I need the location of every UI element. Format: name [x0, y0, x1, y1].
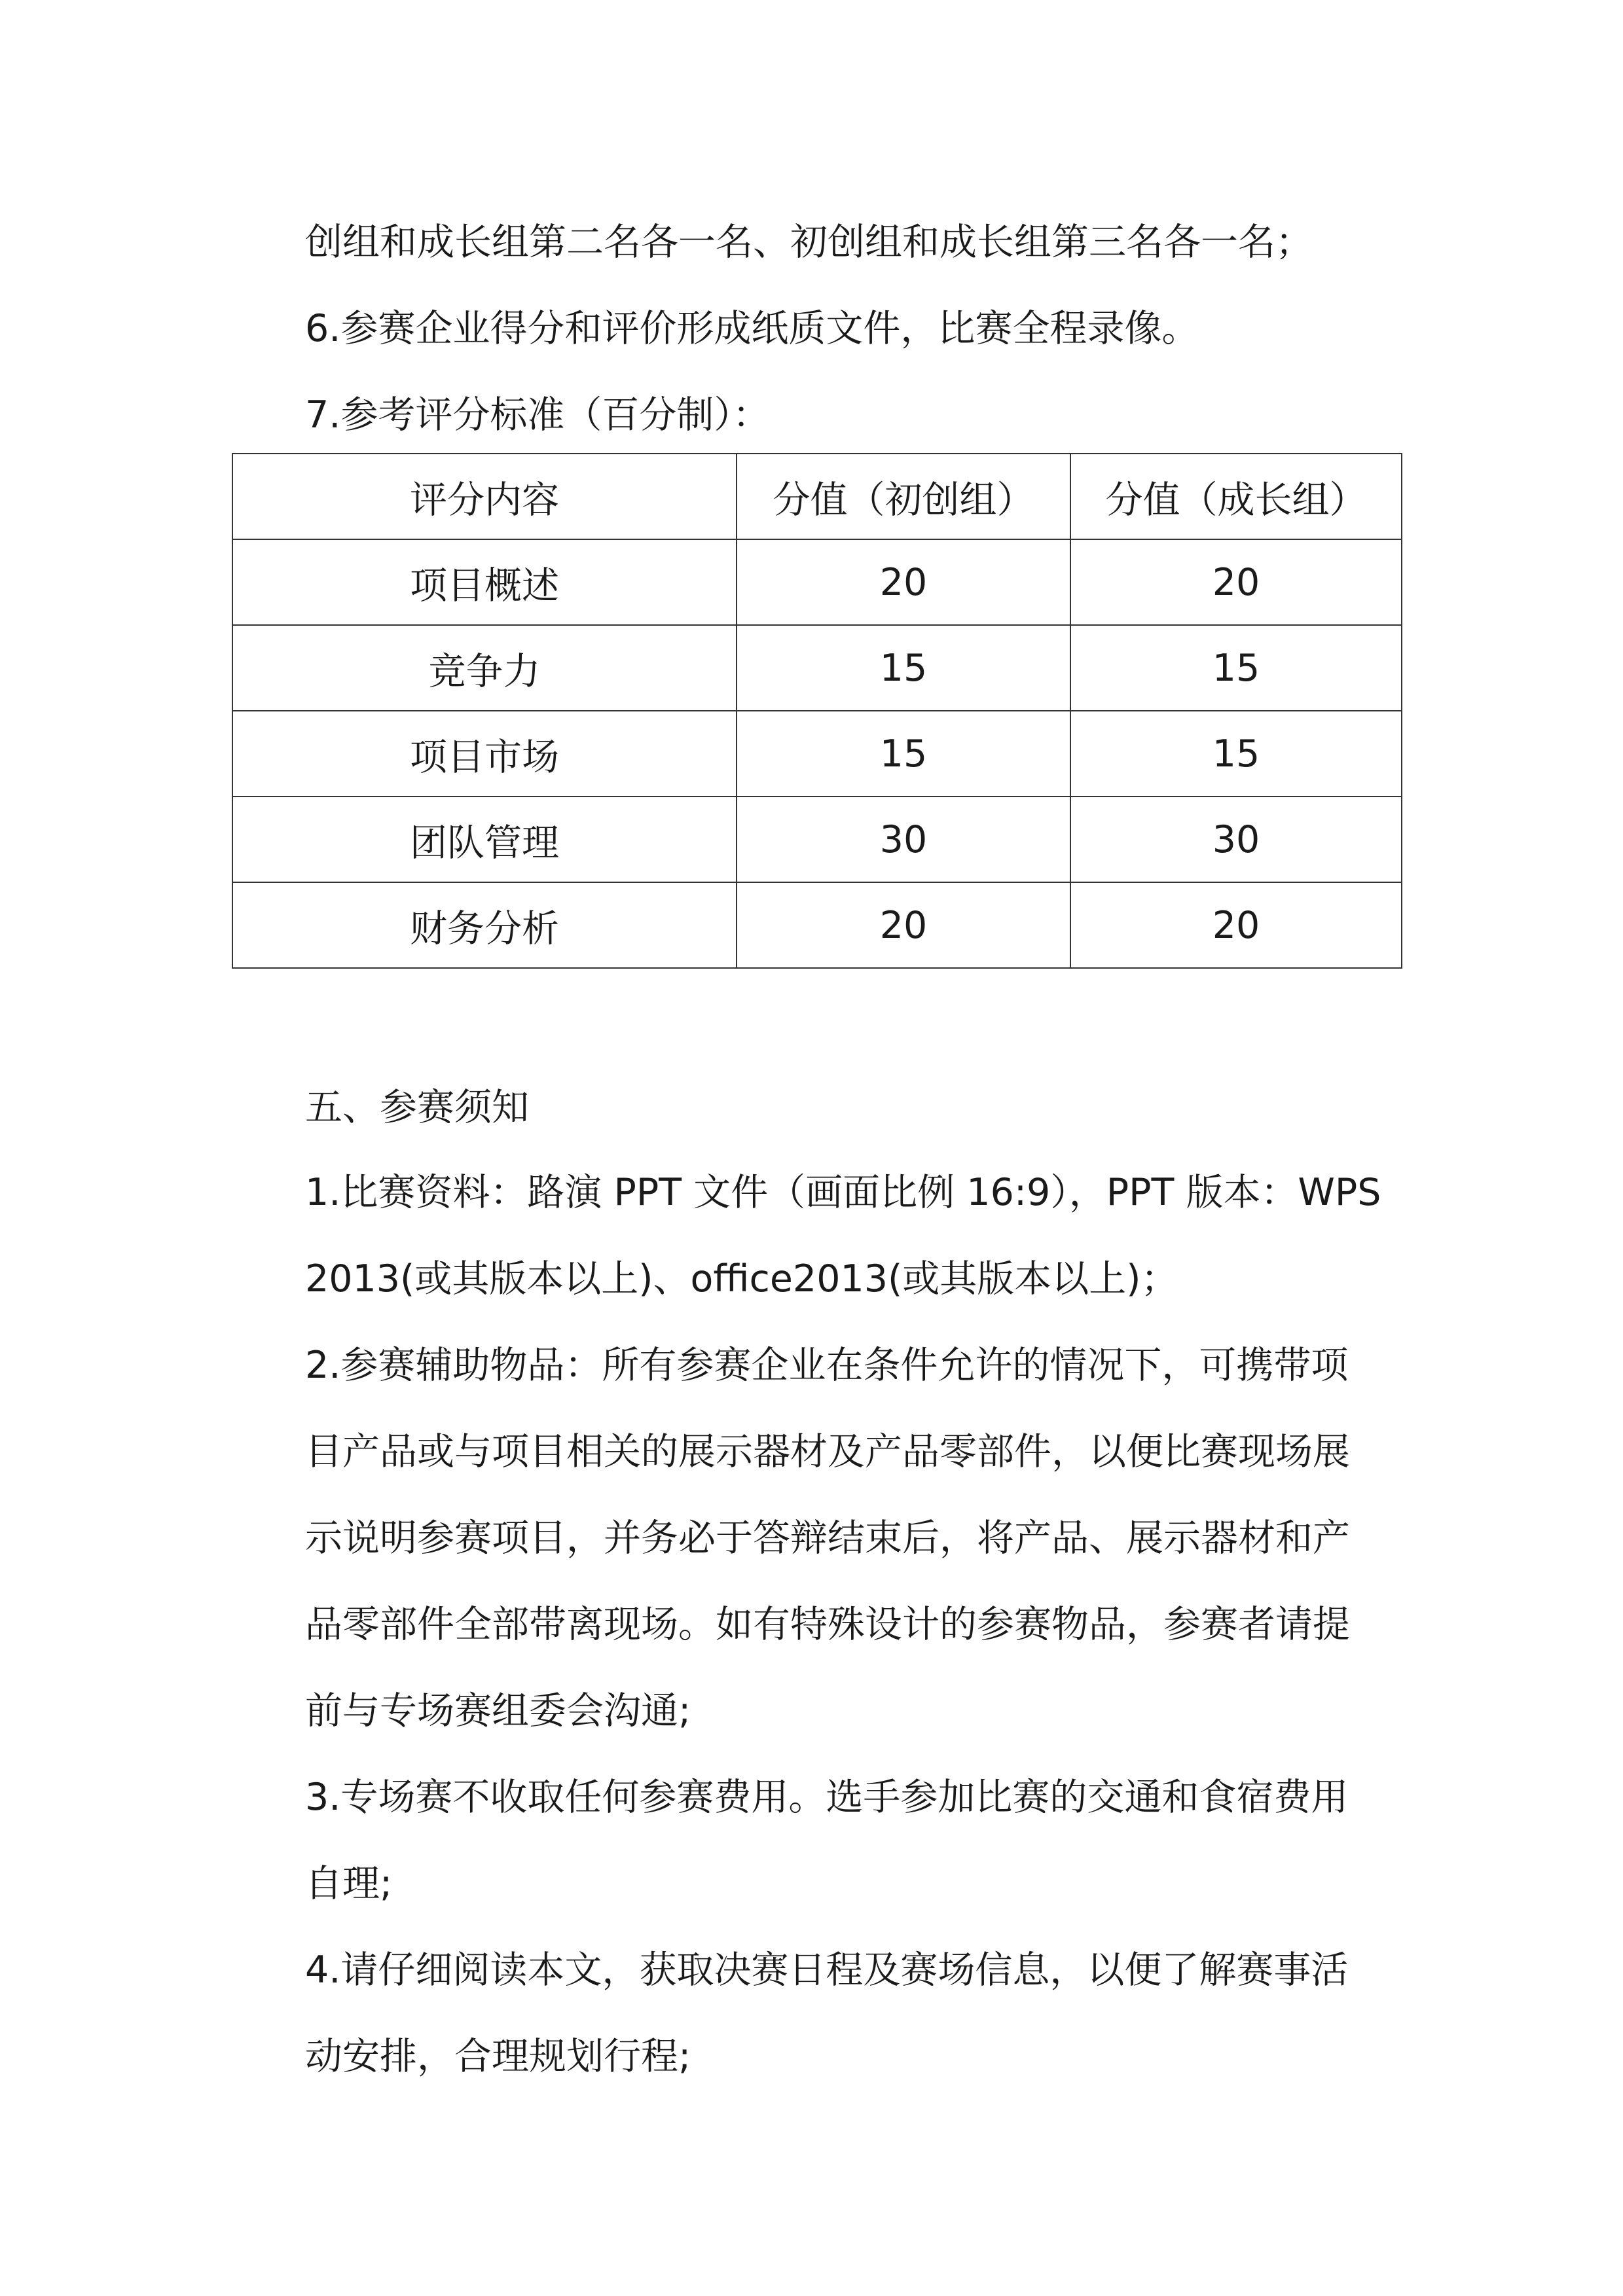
paragraph-line: 目产品或与项目相关的展示器材及产品零部件，以便比赛现场展 [305, 1430, 1350, 1473]
table-row [232, 882, 1402, 968]
table-cell: 20 [1070, 539, 1402, 625]
paragraph-line: 7.参考评分标准（百分制）： [305, 393, 770, 437]
table-cell: 30 [737, 797, 1070, 882]
table-cell: 项目概述 [232, 539, 737, 625]
table-header-cell: 评分内容 [232, 454, 737, 539]
paragraph-line: 4.请仔细阅读本文，获取决赛日程及赛场信息，以便了解赛事活 [305, 1948, 1349, 1992]
paragraph-line: 动安排，合理规划行程; [305, 2035, 691, 2078]
table-header-row [232, 454, 1402, 539]
table-cell: 20 [737, 882, 1070, 968]
paragraph-line: 自理; [305, 1862, 393, 1905]
table-header-cell: 分值（成长组） [1070, 454, 1402, 539]
paragraph-line: 2013(或其版本以上)、office2013(或其版本以上)； [305, 1257, 1178, 1300]
table-cell: 15 [1070, 711, 1402, 797]
table-row [232, 625, 1402, 711]
table-cell: 项目市场 [232, 711, 737, 797]
table-cell: 30 [1070, 797, 1402, 882]
paragraph-line: 3.专场赛不收取任何参赛费用。选手参加比赛的交通和食宿费用 [305, 1776, 1349, 1819]
paragraph-line: 6.参赛企业得分和评价形成纸质文件，比赛全程录像。 [305, 307, 1199, 350]
table-cell: 20 [737, 539, 1070, 625]
table-cell: 团队管理 [232, 797, 737, 882]
table-cell: 15 [737, 625, 1070, 711]
paragraph-line: 品零部件全部带离现场。如有特殊设计的参赛物品，参赛者请提 [305, 1603, 1350, 1646]
table-cell: 竞争力 [232, 625, 737, 711]
paragraph-line: 2.参赛辅助物品：所有参赛企业在条件允许的情况下，可携带项 [305, 1344, 1349, 1387]
section-heading: 五、参赛须知 [305, 1086, 529, 1129]
paragraph-line: 创组和成长组第二名各一名、初创组和成长组第三名各一名； [305, 221, 1313, 264]
table-cell: 财务分析 [232, 882, 737, 968]
paragraph-line: 1.比赛资料：路演 PPT 文件（画面比例 16:9），PPT 版本：WPS [305, 1171, 1381, 1214]
table-cell: 15 [1070, 625, 1402, 711]
paragraph-line: 前与专场赛组委会沟通; [305, 1689, 691, 1732]
table-row [232, 539, 1402, 625]
scoring-table [232, 453, 1402, 969]
table-row [232, 711, 1402, 797]
paragraph-line: 示说明参赛项目，并务必于答辩结束后，将产品、展示器材和产 [305, 1516, 1350, 1560]
table-header-cell: 分值（初创组） [737, 454, 1070, 539]
table-cell: 15 [737, 711, 1070, 797]
table-cell: 20 [1070, 882, 1402, 968]
table-row [232, 797, 1402, 882]
